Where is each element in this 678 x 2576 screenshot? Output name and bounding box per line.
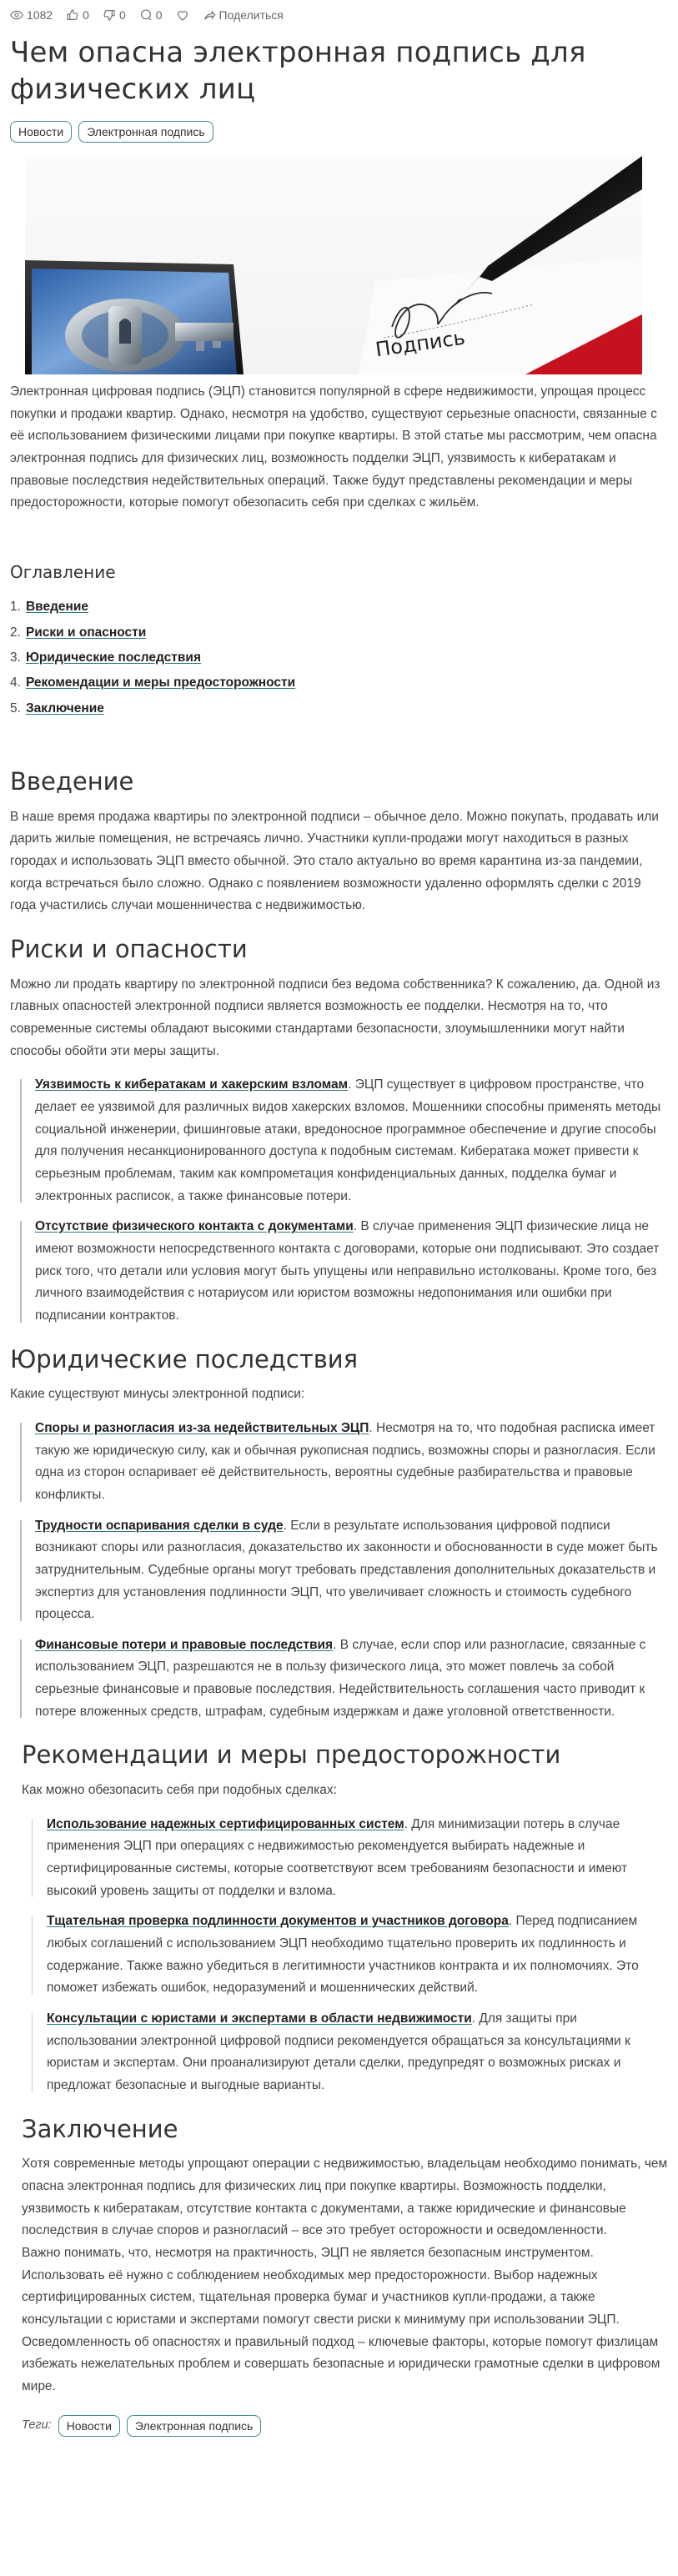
heart-icon [176,8,189,22]
comments-count: 0 [155,8,163,22]
list-item-lead: Споры и разногласия из-за недействительных ЭЦП [35,1420,369,1435]
toc-link-introduction[interactable]: Введение [25,600,89,615]
tags-label: Теги: [22,2418,52,2433]
share-icon [203,8,216,22]
section-paragraph: Важно понимать, что, несмотря на практичность, ЭЦП не является безопасным инструментом. Использовать её нужно с соблюдением необходимых мер предосторожности. Выбор надежных сертифицированных систем, тщательная проверка бумаг и участников купли-продажи, а также консультации с юристами и экспертами помогут свести риски к минимуму при использовании ЭЦП. Осведомленность об опасностях и правильный подход – ключевые факторы, которые помогут физлицам избежать нежелательных проблем и совершать безопасные и юридически грамотные сделки в цифровом мире. [22,2245,660,2393]
list-item [10,1418,668,1507]
share-button[interactable] [203,5,284,25]
eye-icon [10,8,23,22]
section-title: Рекомендации и меры предосторожности [22,1740,561,1770]
dislikes-count: 0 [118,8,126,22]
section-legal [10,1344,668,1724]
toc-title: Оглавление [10,561,116,582]
section-title: Юридические последствия [10,1344,359,1373]
article-title: Чем опасна электронная подпись для физических лиц [10,36,586,106]
list-item [10,1216,668,1327]
section-title: Введение [10,767,134,796]
list-item-text: . Для минимизации потерь в случае применения ЭЦП при операциях с недвижимостью рекомендуется выбирать надежные и сертифицированные системы, которые соответствуют всем требованиям безопасности и имеют высокий уровень защиты от подделки и взлома. [47,1816,628,1898]
recommendations-list [22,1814,668,2097]
toc-item-number: 4. [10,675,21,690]
section-paragraph: Хотя современные методы упрощают операции с недвижимостью, владельцам необходимо понимать, чем опасна электронная подпись для физических лиц при покупке квартиры. Возможность подделки, уязвимость к кибератакам, отсутствие контакта с документами, а также юридические и финансовые последствия в случае споров и разногласий – все это требует осторожности и осведомленности. [22,2157,668,2238]
dislike-button[interactable] [103,5,126,25]
section-paragraph: Как можно обезопасить себя при подобных сделках: [22,1783,337,1798]
toc-item-number: 2. [10,625,21,640]
toc-item [10,672,668,694]
list-item-lead: Трудности оспаривания сделки в суде [35,1518,284,1533]
list-item [22,1814,668,1903]
tag-e-signature[interactable]: Электронная подпись [127,2415,261,2437]
section-paragraph: В наше время продажа квартиры по электронной подписи – обычное дело. Можно покупать, продавать или дарить жилые помещения, не встречаясь лично. Участники купли-продажи могут находиться в разных городах и использовать ЭЦП вместо обычной. Это стало актуально во время карантина из-за пандемии, когда встречаться было сложно. Однако с появлением возможности удаленно оформлять сделки с 2019 года участились случаи мошенничества с недвижимостью. [10,809,659,913]
toc-item-number: 5. [10,700,21,716]
section-risks [10,934,668,1328]
section-title: Заключение [22,2114,178,2143]
like-button[interactable] [66,5,89,25]
list-item-lead: Отсутствие физического контакта с документами [35,1219,354,1234]
list-item-lead: Консультации с юристами и экспертами в области недвижимости [47,2011,472,2026]
comments-button[interactable] [139,5,163,25]
footer-tags [10,2415,668,2460]
list-item [10,1515,668,1626]
hero-image [25,156,642,374]
section-conclusion [10,2114,668,2398]
list-item-lead: Финансовые потери и правовые последствия [35,1637,334,1652]
section-paragraph: Можно ли продать квартиру по электронной подписи без ведома собственника? К сожалению, да. Одной из главных опасностей электронной подписи является возможность ее подделки. Несмотря на то, что современные системы обладают высокими стандартами безопасности, злоумышленники могут найти способы обойти эти меры защиты. [10,977,660,1058]
list-item [22,1911,668,2000]
toc-link-recommendations[interactable]: Рекомендации и меры предосторожности [25,675,296,690]
toc-item [10,647,668,669]
toc-item [10,596,668,618]
section-paragraph: Какие существуют минусы электронной подписи: [10,1387,305,1402]
hero-illustration [25,156,642,374]
intro-paragraph: Электронная цифровая подпись (ЭЦП) становится популярной в сфере недвижимости, упрощая процесс покупки и продажи квартир. Однако, несмотря на удобство, существуют серьезные опасности, связанные с её использованием физическими лицами при покупке квартиры. В этой статье мы рассмотрим, чем опасна электронная подпись для физических лиц, возможность подделки ЭЦП, уязвимость к кибератакам и правовые последствия недействительных операций. Также будут представлены рекомендации и меры предосторожности, которые помогут обезопасить себя при сделках с жильём. [10,384,657,510]
list-item-text: . В случае, если спор или разногласие, связанные с использованием ЭЦП, разрешаются не в пользу физического лица, это может повлечь за собой серьезные финансовые и правовые последствия. Недействительность соглашения часто приводит к потере вложенных средств, штрафам, судебным издержкам и даже уголовной ответственности. [35,1637,646,1719]
views-counter [10,5,53,25]
list-item [10,1634,668,1724]
toc-list [10,596,668,720]
section-recommendations [10,1740,668,2096]
thumb-up-icon [66,8,79,22]
list-item-text: . Для защиты при использовании электронной цифровой подписи рекомендуется обращаться за консультациями к юристам и экспертам. Они проанализируют детали сделки, предупредят о возможных рисках и предложат безопасные и выгодные варианты. [47,2011,630,2093]
views-count: 1082 [27,8,53,22]
toc-link-conclusion[interactable]: Заключение [25,700,104,716]
thumb-down-icon [103,8,116,22]
list-item-text: . Перед подписанием любых соглашений с использованием ЭЦП необходимо тщательно проверить их подлинность и содержание. Также важно убедиться в легитимности участников контракта и их полномочиях. Это поможет избежать ошибок, недоразумений и мошеннических действий. [47,1914,639,1996]
list-item-text: . ЭЦП существует в цифровом пространстве, что делает ее уязвимой для различных видов хакерских взломов. Мошенники способны применять методы социальной инженерии, фишинговые атаки, вредоносное программное обеспечение и другие способы для получения несанкционированного доступа к подобным системам. Кибератака может привести к серьезным проблемам, таким как компрометация конфиденциальных данных, подделка бумаг и электронных расписок, а также финансовые потери. [35,1077,661,1203]
toc-item [10,622,668,644]
section-introduction [10,766,668,917]
table-of-contents [10,558,668,720]
likes-count: 0 [83,8,89,22]
list-item-lead: Уязвимость к кибератакам и хакерским взломам [35,1077,349,1092]
toc-item-number: 3. [10,650,21,665]
risks-list [10,1074,668,1327]
favorite-button[interactable] [176,8,189,22]
list-item-lead: Тщательная проверка подлинности документов и участников договора [47,1914,509,1929]
list-item-text: . Если в результате использования цифровой подписи возникают споры или разногласия, доказательство их законности и обоснованности в суде может быть затруднительным. Судебные органы могут требовать представления дополнительных доказательств и экспертиз для установления подлинности ЭЦП, что увеличивает сложность и стоимость судебного процесса. [35,1518,658,1622]
list-item-lead: Использование надежных сертифицированных систем [47,1816,404,1831]
list-item-text: . Несмотря на то, что подобная расписка имеет такую же юридическую силу, как и обычная рукописная подпись, возможны споры и разногласия. Если одна из сторон оспаривает её действительность, вероятны судебные разбирательства и правовые конфликты. [35,1420,655,1502]
article-meta-bar [10,0,668,30]
hero-caption: Подпись [374,325,467,362]
toc-item [10,698,668,720]
legal-list [10,1418,668,1724]
toc-link-risks[interactable]: Риски и опасности [25,625,147,640]
section-title: Риски и опасности [10,935,248,964]
tag-news[interactable]: Новости [10,121,72,143]
article-tags [10,121,668,143]
list-item-text: . В случае применения ЭЦП физические лица не имеют возможности непосредственного контакта с договорами, которые они подписывают. Это создает риск того, что детали или условия могут быть упущены или неправильно истолкованы. Кроме того, без личного взаимодействия с нотариусом или юристом возможны недопонимания или ошибки при подписании контрактов. [35,1219,660,1323]
tag-e-signature[interactable]: Электронная подпись [78,121,213,143]
toc-link-legal[interactable]: Юридические последствия [25,650,201,665]
comment-icon [139,8,153,22]
tag-news[interactable]: Новости [58,2415,120,2437]
toc-item-number: 1. [10,600,21,615]
list-item [10,1074,668,1208]
share-label: Поделиться [218,8,284,22]
list-item [22,2008,668,2097]
